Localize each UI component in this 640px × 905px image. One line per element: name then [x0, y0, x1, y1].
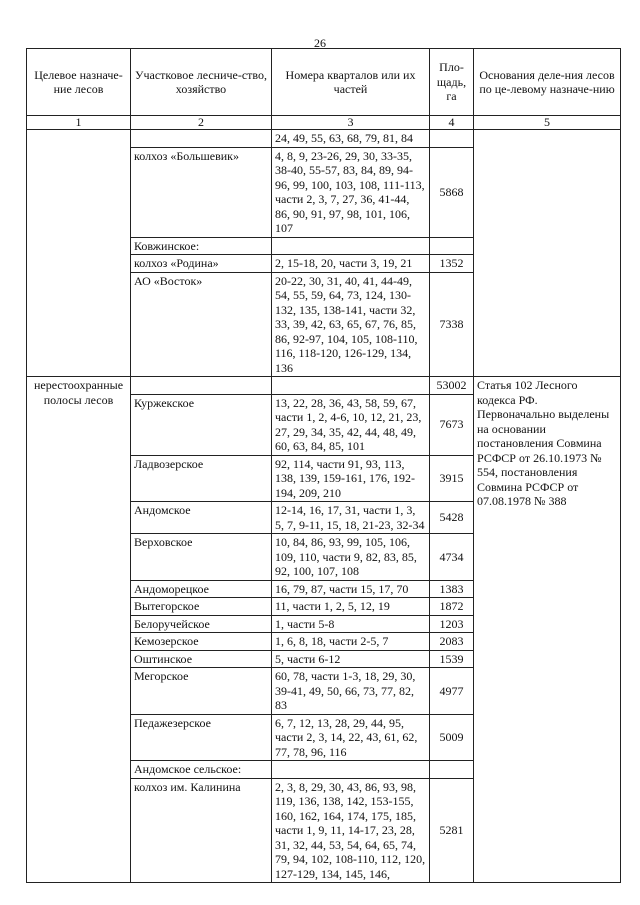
col-number: 4: [430, 116, 474, 130]
forestry-cell: Андоморецкое: [131, 580, 272, 598]
header-quarters: Номера кварталов или их частей: [272, 49, 430, 116]
quarters-cell: [272, 761, 430, 779]
purpose-cell: нерестоохранные полосы лесов: [27, 377, 131, 883]
forestry-cell: Мегорское: [131, 668, 272, 715]
area-cell: 4977: [430, 668, 474, 715]
quarters-cell: 4, 8, 9, 23-26, 29, 30, 33-35, 38-40, 55-57, 83, 84, 89, 94-96, 99, 100, 103, 108, 111-113, части 2, 3, 7, 27, 36, 41-44, 86, 90, 91, 97, 98, 101, 106, 107: [272, 147, 430, 237]
forestry-cell: Андомское: [131, 502, 272, 534]
quarters-cell: 60, 78, части 1-3, 18, 29, 30, 39-41, 49, 50, 66, 73, 77, 82, 83: [272, 668, 430, 715]
area-cell: 2083: [430, 633, 474, 651]
quarters-cell: [272, 237, 430, 255]
forestry-cell: колхоз «Большевик»: [131, 147, 272, 237]
area-cell: 3915: [430, 455, 474, 502]
forestry-cell: [131, 130, 272, 148]
area-cell: 1872: [430, 598, 474, 616]
header-row: [27, 49, 621, 116]
basis-cell-empty: [474, 130, 621, 377]
quarters-cell: 13, 22, 28, 36, 43, 58, 59, 67, части 1, 2, 4-6, 10, 12, 21, 23, 27, 29, 34, 35, 42, 44, 48, 49, 60, 63, 84, 85, 101: [272, 394, 430, 455]
table-row: [27, 130, 621, 148]
purpose-cell-empty: [27, 130, 131, 377]
quarters-cell: 11, части 1, 2, 5, 12, 19: [272, 598, 430, 616]
quarters-cell: 2, 3, 8, 29, 30, 43, 86, 93, 98, 119, 136, 138, 142, 153-155, 160, 162, 164, 174, 175, 185, части 1, 9, 11, 14-17, 23, 28, 31, 32, 44, 53, 54, 64, 65, 74, 79, 94, 102, 108-110, 112, 120, 127-129, 134, 145, 146,: [272, 778, 430, 883]
forestry-cell: Кемозерское: [131, 633, 272, 651]
area-cell: 5428: [430, 502, 474, 534]
quarters-cell: 5, части 6-12: [272, 650, 430, 668]
section-total-row: [27, 377, 621, 395]
area-cell: 5009: [430, 714, 474, 761]
quarters-cell: 1, 6, 8, 18, части 2-5, 7: [272, 633, 430, 651]
area-cell: 1352: [430, 255, 474, 273]
quarters-cell: 16, 79, 87, части 15, 17, 70: [272, 580, 430, 598]
area-cell: [430, 130, 474, 148]
forestry-cell: Андомское сельское:: [131, 761, 272, 779]
section-total: 53002: [430, 377, 474, 395]
forestry-cell: Верховское: [131, 534, 272, 581]
quarters-cell: 12-14, 16, 17, 31, части 1, 3, 5, 7, 9-11, 15, 18, 21-23, 32-34: [272, 502, 430, 534]
area-cell: [430, 237, 474, 255]
quarters-cell: 92, 114, части 91, 93, 113, 138, 139, 159-161, 176, 192-194, 209, 210: [272, 455, 430, 502]
page-number: 26: [314, 36, 326, 50]
area-cell: 1539: [430, 650, 474, 668]
forestry-cell: Ладвозерское: [131, 455, 272, 502]
col-number: 3: [272, 116, 430, 130]
col-number: 1: [27, 116, 131, 130]
area-cell: 7673: [430, 394, 474, 455]
header-purpose: Целевое назначе-ние лесов: [27, 49, 131, 116]
basis-cell: Статья 102 Лесного кодекса РФ. Первоначально выделены на основании постановления Совмина РСФСР от 26.10.1973 № 554, постановления Совмина РСФСР от 07.08.1978 № 388: [474, 377, 621, 883]
forestry-cell: Ковжинское:: [131, 237, 272, 255]
forestry-cell: АО «Восток»: [131, 272, 272, 377]
area-cell: 4734: [430, 534, 474, 581]
quarters-cell-empty: [272, 377, 430, 395]
area-cell: 1383: [430, 580, 474, 598]
quarters-cell: 20-22, 30, 31, 40, 41, 44-49, 54, 55, 59, 64, 73, 124, 130-132, 135, 138-141, части 32, 33, 39, 42, 63, 65, 67, 76, 85, 86, 92-97, 104, 105, 108-110, 116, 118-120, 126-129, 134, 136: [272, 272, 430, 377]
forest-purpose-table: [26, 48, 621, 883]
header-forestry: Участковое лесниче-ство, хозяйство: [131, 49, 272, 116]
area-cell: [430, 761, 474, 779]
quarters-cell: 10, 84, 86, 93, 99, 105, 106, 109, 110, части 9, 82, 83, 85, 92, 100, 107, 108: [272, 534, 430, 581]
forestry-cell-empty: [131, 377, 272, 395]
quarters-cell: 6, 7, 12, 13, 28, 29, 44, 95, части 2, 3, 14, 22, 43, 61, 62, 77, 78, 96, 116: [272, 714, 430, 761]
forestry-cell: колхоз им. Калинина: [131, 778, 272, 883]
quarters-cell: 1, части 5-8: [272, 615, 430, 633]
header-basis: Основания деле-ния лесов по це-левому назначе-нию: [474, 49, 621, 116]
col-number: 5: [474, 116, 621, 130]
column-number-row: [27, 116, 621, 130]
quarters-cell: 24, 49, 55, 63, 68, 79, 81, 84: [272, 130, 430, 148]
area-cell: 5868: [430, 147, 474, 237]
header-area: Пло-щадь, га: [430, 49, 474, 116]
forestry-cell: Белоручейское: [131, 615, 272, 633]
forestry-cell: колхоз «Родина»: [131, 255, 272, 273]
area-cell: 5281: [430, 778, 474, 883]
forestry-cell: Вытегорское: [131, 598, 272, 616]
forestry-cell: Куржекское: [131, 394, 272, 455]
area-cell: 1203: [430, 615, 474, 633]
forestry-cell: Педажезерское: [131, 714, 272, 761]
area-cell: 7338: [430, 272, 474, 377]
forestry-cell: Оштинское: [131, 650, 272, 668]
col-number: 2: [131, 116, 272, 130]
quarters-cell: 2, 15-18, 20, части 3, 19, 21: [272, 255, 430, 273]
